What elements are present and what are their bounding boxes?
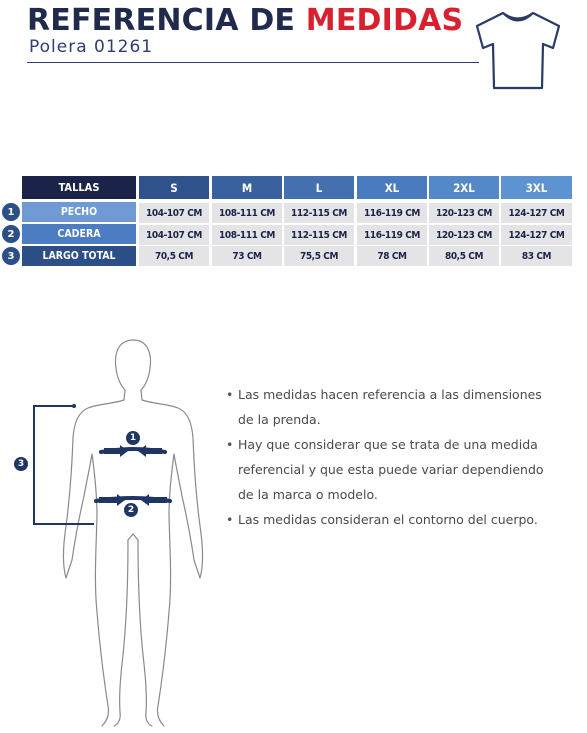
header-divider <box>27 62 479 63</box>
table-cell: 73 CM <box>212 246 282 266</box>
table-cell: 116-119 CM <box>357 203 427 223</box>
body-measurement-figure <box>0 320 230 729</box>
table-cell: 108-111 CM <box>212 225 282 245</box>
size-header-xl: XL <box>357 176 427 199</box>
note-item: • Las medidas consideran el contorno del cuerpo. <box>226 507 556 532</box>
table-cell: 120-123 CM <box>429 203 499 223</box>
row-label-pecho: PECHO <box>22 202 136 222</box>
table-cell: 83 CM <box>501 246 572 266</box>
table-cell: 108-111 CM <box>212 203 282 223</box>
row-label-largo-total: LARGO TOTAL <box>22 246 136 266</box>
note-item: • Las medidas hacen referencia a las dimensiones de la prenda. <box>226 382 556 432</box>
table-cell: 120-123 CM <box>429 225 499 245</box>
body-outline-illustration <box>0 320 230 729</box>
size-header-s: S <box>139 176 209 199</box>
table-corner-header: TALLAS <box>22 176 136 199</box>
table-cell: 70,5 CM <box>139 246 209 266</box>
title-part-reference: REFERENCIA DE <box>27 3 296 38</box>
table-cell: 124-127 CM <box>501 225 572 245</box>
table-cell: 124-127 CM <box>501 203 572 223</box>
table-cell: 116-119 CM <box>357 225 427 245</box>
marker-2-hip: 2 <box>123 502 139 518</box>
title-part-measures: MEDIDAS <box>305 3 464 38</box>
product-subtitle: Polera 01261 <box>29 37 154 57</box>
row-number-badge: 3 <box>1 246 21 266</box>
size-header-3xl: 3XL <box>501 176 572 199</box>
table-cell: 112-115 CM <box>284 203 354 223</box>
size-header-l: L <box>284 176 354 199</box>
measurement-notes <box>226 382 556 532</box>
marker-1-chest: 1 <box>125 430 141 446</box>
page-title <box>27 2 463 40</box>
table-cell: 104-107 CM <box>139 203 209 223</box>
size-header-m: M <box>212 176 282 199</box>
table-cell: 78 CM <box>357 246 427 266</box>
row-number-badge: 1 <box>1 202 21 222</box>
table-cell: 112-115 CM <box>284 225 354 245</box>
size-header-2xl: 2XL <box>429 176 499 199</box>
t-shirt-icon <box>473 8 563 92</box>
marker-3-length: 3 <box>13 456 29 472</box>
table-cell: 104-107 CM <box>139 225 209 245</box>
row-number-badge: 2 <box>1 224 21 244</box>
note-item: • Hay que considerar que se trata de una medida referencial y que esta puede variar dependiendo de la marca o modelo. <box>226 432 556 507</box>
table-cell: 80,5 CM <box>429 246 499 266</box>
row-label-cadera: CADERA <box>22 224 136 244</box>
table-cell: 75,5 CM <box>284 246 354 266</box>
